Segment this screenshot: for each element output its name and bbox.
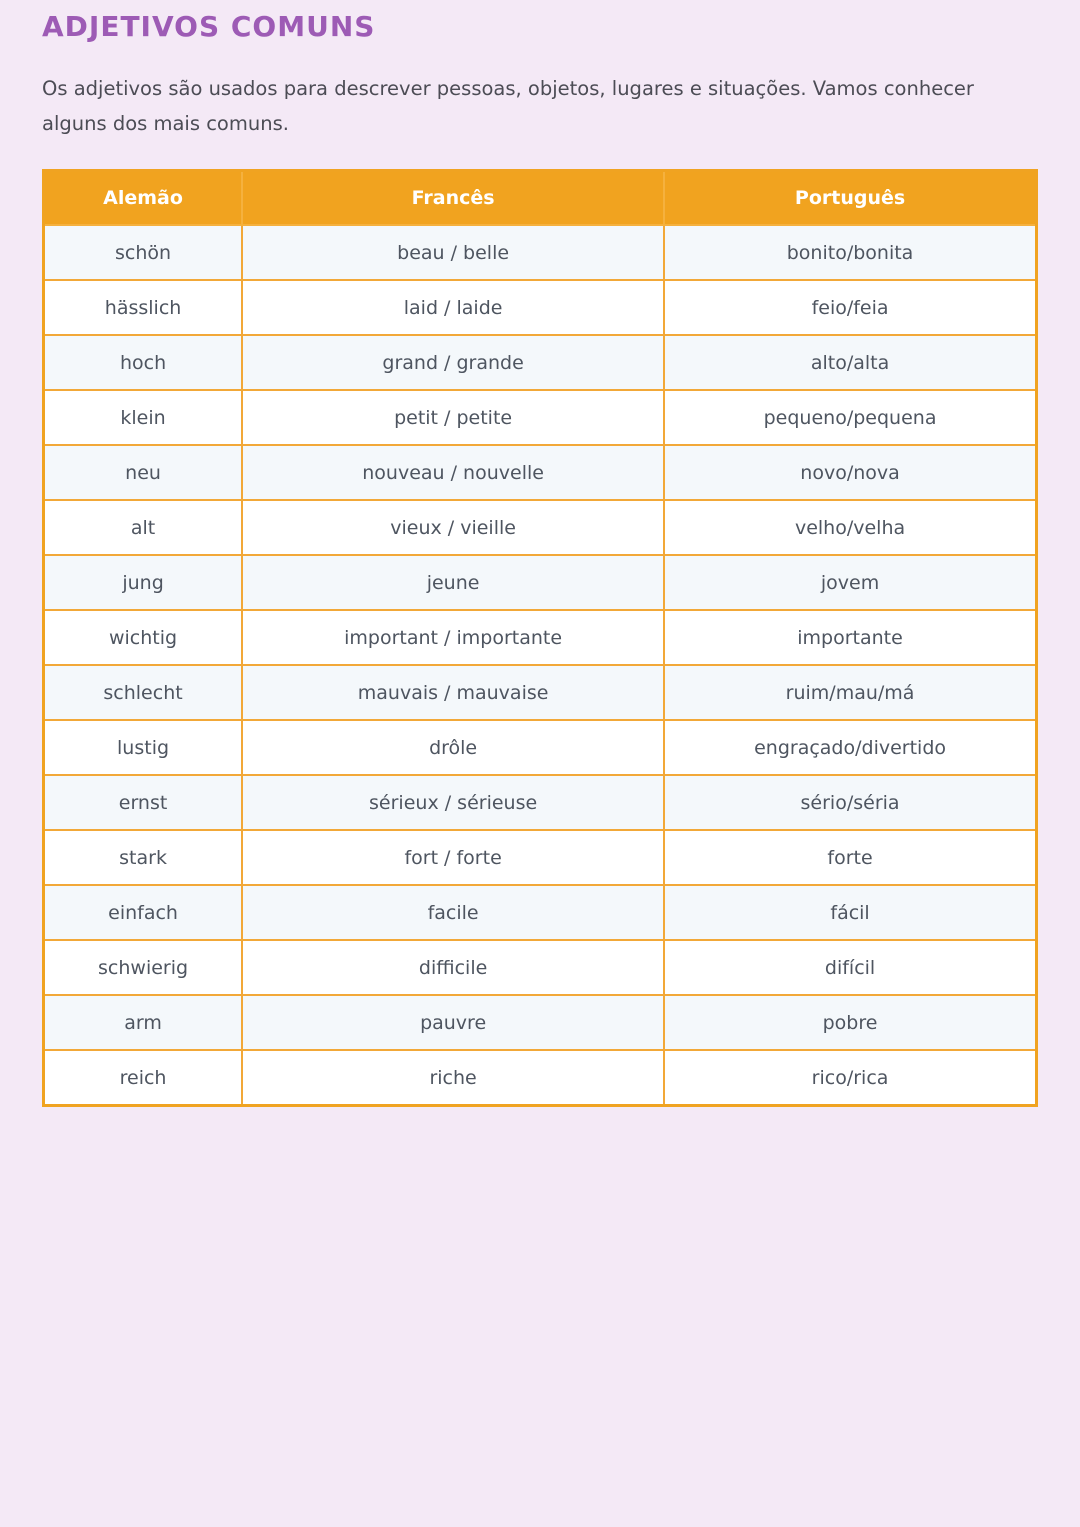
table-row	[44, 445, 1037, 500]
cell-german: alt	[44, 500, 243, 555]
column-header-portuguese: Português	[664, 171, 1036, 226]
cell-french: beau / belle	[242, 225, 664, 280]
cell-portuguese: engraçado/divertido	[664, 720, 1036, 775]
table-row	[44, 335, 1037, 390]
cell-portuguese: ruim/mau/má	[664, 665, 1036, 720]
cell-portuguese: difícil	[664, 940, 1036, 995]
cell-german: einfach	[44, 885, 243, 940]
cell-french: important / importante	[242, 610, 664, 665]
cell-portuguese: pobre	[664, 995, 1036, 1050]
cell-portuguese: forte	[664, 830, 1036, 885]
cell-german: arm	[44, 995, 243, 1050]
adjectives-table	[42, 169, 1038, 1107]
column-header-german: Alemão	[44, 171, 243, 226]
cell-french: nouveau / nouvelle	[242, 445, 664, 500]
cell-french: jeune	[242, 555, 664, 610]
table-row	[44, 830, 1037, 885]
cell-german: lustig	[44, 720, 243, 775]
cell-french: mauvais / mauvaise	[242, 665, 664, 720]
cell-portuguese: novo/nova	[664, 445, 1036, 500]
cell-french: sérieux / sérieuse	[242, 775, 664, 830]
cell-portuguese: sério/séria	[664, 775, 1036, 830]
table-row	[44, 280, 1037, 335]
table-row	[44, 775, 1037, 830]
adjectives-table-header	[44, 171, 1037, 226]
cell-french: fort / forte	[242, 830, 664, 885]
cell-german: klein	[44, 390, 243, 445]
cell-french: petit / petite	[242, 390, 664, 445]
column-header-french: Francês	[242, 171, 664, 226]
table-row	[44, 665, 1037, 720]
adjectives-table-body	[44, 225, 1037, 1106]
cell-french: facile	[242, 885, 664, 940]
intro-paragraph: Os adjetivos são usados para descrever pessoas, objetos, lugares e situações. Vamos conhecer alguns dos mais comuns.	[42, 77, 974, 135]
table-row	[44, 885, 1037, 940]
cell-french: laid / laide	[242, 280, 664, 335]
table-row	[44, 500, 1037, 555]
cell-portuguese: jovem	[664, 555, 1036, 610]
table-row	[44, 610, 1037, 665]
table-row	[44, 940, 1037, 995]
cell-german: wichtig	[44, 610, 243, 665]
cell-portuguese: importante	[664, 610, 1036, 665]
cell-portuguese: pequeno/pequena	[664, 390, 1036, 445]
cell-portuguese: bonito/bonita	[664, 225, 1036, 280]
cell-german: stark	[44, 830, 243, 885]
table-row	[44, 1050, 1037, 1106]
cell-portuguese: alto/alta	[664, 335, 1036, 390]
cell-french: difficile	[242, 940, 664, 995]
cell-french: drôle	[242, 720, 664, 775]
cell-german: jung	[44, 555, 243, 610]
cell-portuguese: velho/velha	[664, 500, 1036, 555]
cell-french: grand / grande	[242, 335, 664, 390]
cell-german: reich	[44, 1050, 243, 1106]
cell-portuguese: rico/rica	[664, 1050, 1036, 1106]
cell-portuguese: fácil	[664, 885, 1036, 940]
cell-french: riche	[242, 1050, 664, 1106]
cell-german: hässlich	[44, 280, 243, 335]
table-row	[44, 995, 1037, 1050]
cell-portuguese: feio/feia	[664, 280, 1036, 335]
cell-german: ernst	[44, 775, 243, 830]
cell-french: pauvre	[242, 995, 664, 1050]
cell-german: schwierig	[44, 940, 243, 995]
table-row	[44, 555, 1037, 610]
table-row	[44, 720, 1037, 775]
table-row	[44, 225, 1037, 280]
cell-german: hoch	[44, 335, 243, 390]
cell-german: neu	[44, 445, 243, 500]
cell-german: schön	[44, 225, 243, 280]
header-row	[44, 171, 1037, 226]
table-row	[44, 390, 1037, 445]
cell-german: schlecht	[44, 665, 243, 720]
cell-french: vieux / vieille	[242, 500, 664, 555]
page-title: ADJETIVOS COMUNS	[42, 10, 376, 43]
